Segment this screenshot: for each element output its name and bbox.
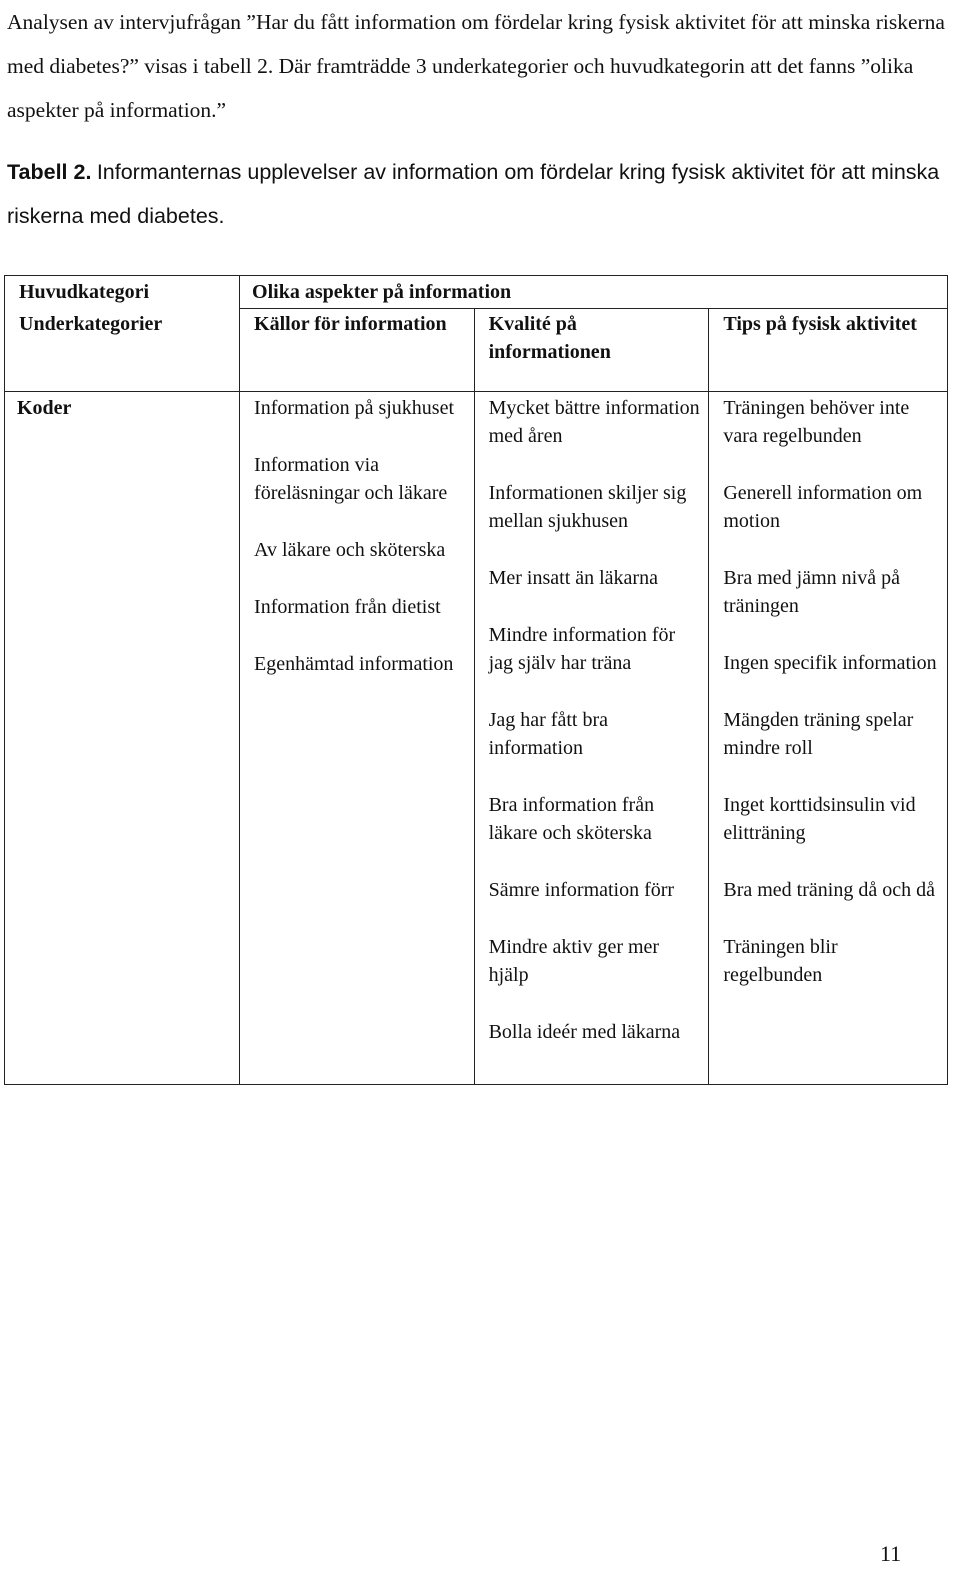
intro-paragraph: Analysen av intervjufrågan ”Har du fått information om fördelar kring fysisk aktivitet för att minska riskerna med diabetes?” visas i tabell 2. Där framträdde 3 underkategorier och huvudkategorin att det fanns ”olika aspekter på information.” xyxy=(7,10,945,122)
codes-label: Koder xyxy=(17,397,72,419)
code-item: Information från dietist xyxy=(254,596,441,618)
main-category-label-cell xyxy=(5,276,240,309)
main-category-row xyxy=(5,276,948,309)
subcategory-label-cell xyxy=(5,309,240,392)
table-caption-text: Informanternas upplevelser av information om fördelar kring fysisk aktivitet för att minska riskerna med diabetes. xyxy=(7,160,940,228)
code-item: Bra med jämn nivå på träningen xyxy=(723,567,900,617)
code-item: Generell information om motion xyxy=(723,482,923,532)
code-item: Träningen behöver inte vara regelbunden xyxy=(723,397,910,447)
code-item: Mindre aktiv ger mer hjälp xyxy=(488,936,660,986)
subcategory-cell xyxy=(240,309,475,392)
codes-label-cell xyxy=(5,392,240,1085)
main-category-value: Olika aspekter på information xyxy=(252,281,512,303)
findings-table xyxy=(4,275,948,1085)
code-item: Jag har fått bra information xyxy=(488,709,608,759)
code-item: Bolla ideér med läkarna xyxy=(488,1021,681,1043)
table-caption xyxy=(7,150,947,238)
table-caption-label: Tabell 2. xyxy=(7,160,92,184)
code-item: Mindre information för jag själv har träna xyxy=(488,624,676,674)
code-item: Bra med träning då och då xyxy=(723,879,935,901)
code-item: Mängden träning spelar mindre roll xyxy=(723,709,914,759)
main-category-value-cell xyxy=(240,276,948,309)
subcategory-name: Kvalité på informationen xyxy=(488,313,611,363)
code-item: Bra information från läkare och sköterska xyxy=(488,794,655,844)
main-category-label: Huvudkategori xyxy=(19,281,150,303)
subcategory-row xyxy=(5,309,948,392)
code-item: Inget korttidsinsulin vid elitträning xyxy=(723,794,916,844)
codes-row xyxy=(5,392,948,1085)
page-number: 11 xyxy=(880,1541,902,1566)
code-item: Av läkare och sköterska xyxy=(254,539,446,561)
subcategory-cell xyxy=(709,309,948,392)
code-item: Mycket bättre information med åren xyxy=(488,397,700,447)
subcategory-cell xyxy=(474,309,709,392)
subcategory-name: Tips på fysisk aktivitet xyxy=(723,313,917,335)
code-item: Egenhämtad information xyxy=(254,653,454,675)
codes-list xyxy=(240,392,474,1084)
code-item: Sämre information förr xyxy=(488,879,675,901)
subcategory-name: Källor för information xyxy=(254,313,447,335)
codes-list xyxy=(475,392,709,1084)
subcategory-label: Underkategorier xyxy=(19,312,163,335)
code-item: Information via föreläsningar och läkare xyxy=(254,454,448,504)
code-item: Mer insatt än läkarna xyxy=(488,567,658,589)
code-item: Ingen specifik information xyxy=(723,652,937,674)
code-item: Informationen skiljer sig mellan sjukhusen xyxy=(488,482,687,532)
code-item: Information på sjukhuset xyxy=(254,397,455,419)
intro-paragraph-block xyxy=(7,0,947,132)
codes-cell xyxy=(240,392,475,1085)
codes-cell xyxy=(474,392,709,1085)
codes-cell xyxy=(709,392,948,1085)
codes-list xyxy=(709,392,947,1084)
code-item: Träningen blir regelbunden xyxy=(723,936,838,986)
